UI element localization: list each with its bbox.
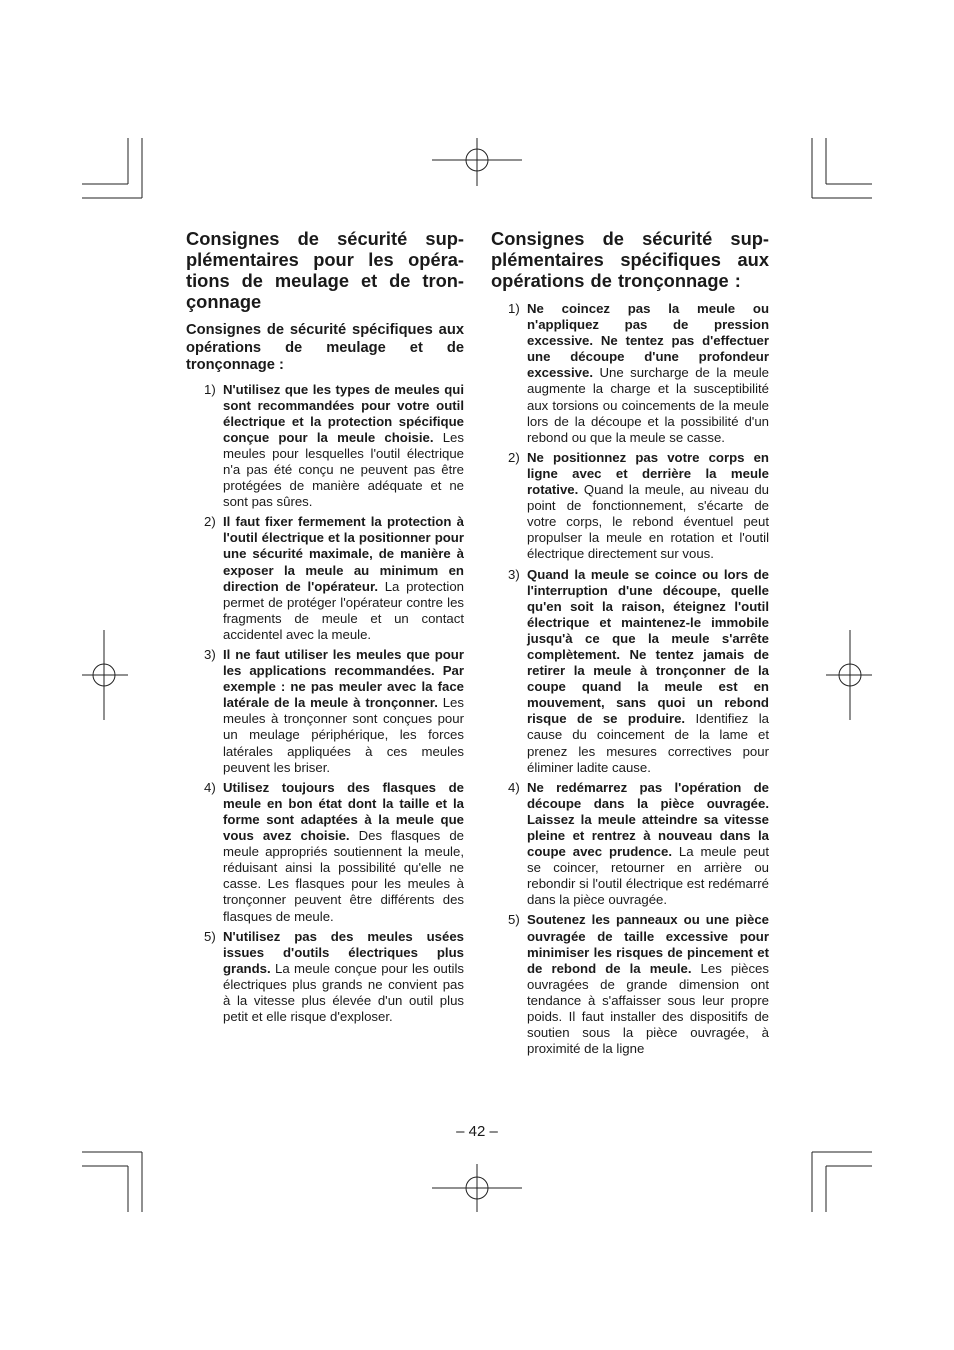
list-item — [186, 929, 464, 1026]
list-item — [491, 912, 769, 1057]
item-explanation: Les pièces ouvragées de grande dimension ont tendance à s'affaisser sous leur propre poids. Il faut installer des dispositifs de soutien sous la pièce ouvragée, à proximité de la ligne — [527, 960, 769, 1057]
item-body — [223, 382, 464, 511]
item-warning: N'utilisez que les types de meules qui sont recommandées pour votre outil électrique et la protection spécifique conçue pour la meule choisie. — [223, 381, 464, 445]
item-number: 3) — [204, 647, 216, 662]
item-explanation: Identifiez la cause du coincement de la lame et prenez les mesures correctives pour éliminer ladite cause. — [527, 711, 770, 775]
item-warning: Ne coincez pas la meule ou n'appliquez pas de pression excessive. Ne tentez pas d'effectuer une découpe d'une profondeur excessive. — [527, 301, 769, 381]
list-item — [186, 647, 464, 776]
item-warning: Il faut fixer fermement la protection à l'outil électrique et la positionner pour une sécurité maximale, de manière à exposer la meule au minimum en direction de l'opérateur. — [223, 514, 464, 594]
left-section-subtitle: Consignes de sécurité spécifiques aux opérations de meulage et de tronçonnage : — [186, 322, 464, 373]
item-number: 2) — [204, 514, 216, 530]
right-section-title: Consignes de sécurité sup-plémentaires spécifiques aux opérations de tronçonnage : — [491, 228, 769, 291]
right-instruction-list — [491, 301, 769, 1057]
left-section-title: Consignes de sécurité sup-plémentaires pour les opéra-tions de meulage et de tron-çonnage — [186, 228, 464, 312]
item-number: 5) — [508, 912, 520, 928]
list-item — [186, 514, 464, 643]
item-warning: Soutenez les panneaux ou une pièce ouvragée de taille excessive pour minimiser les risques de pincement et de rebond de la meule. — [527, 912, 769, 976]
item-warning: Ne positionnez pas votre corps en ligne avec et derrière la meule rotative. — [527, 449, 769, 498]
left-column — [186, 228, 464, 1029]
item-explanation: La protection permet de protéger l'opérateur contre les fragments de meule et un contact accidentel avec la meule. — [223, 578, 464, 642]
item-number: 1) — [204, 381, 216, 397]
left-instruction-list — [186, 382, 464, 1026]
item-explanation: Les meules à tronçonner sont conçues pour un meulage périphérique, les forces latérales appliquées à ces meules peuvent les briser. — [223, 695, 464, 775]
item-explanation: Les meules pour lesquelles l'outil électrique n'a pas été conçu ne peuvent pas être protégées de manière adéquate et ne sont pas sûres. — [223, 429, 464, 510]
item-explanation: Une surcharge de la meule augmente la charge et la susceptibilité aux torsions ou coincements de la meule lors de la découpe et la possibilité d'un rebond ou que la meule se casse. — [527, 365, 769, 445]
item-number: 2) — [508, 449, 520, 465]
item-body — [223, 929, 464, 1026]
list-item — [491, 780, 769, 909]
item-body — [223, 514, 464, 643]
list-item — [491, 450, 769, 563]
item-explanation: Quand la meule, au niveau du point de fonctionnement, s'écarte de votre corps, le rebond éventuel peut propulser la meule en rotation et l'outil électrique directement sur vous. — [527, 482, 769, 562]
item-explanation: La meule conçue pour les outils électriques plus grands ne convient pas à la vitesse plus élevée d'un outil plus petit et elle risque d'exploser. — [223, 960, 464, 1025]
item-warning: Ne redémarrez pas l'opération de découpe dans la pièce ouvragée. Laissez la meule atteindre sa vitesse pleine et rentrez à nouveau dans la coupe avec prudence. — [527, 779, 769, 860]
item-warning: Il ne faut utiliser les meules que pour les applications recommandées. Par exemple : ne pas meuler avec la face latérale de la meule à tronçonner. — [223, 647, 464, 711]
item-body — [223, 780, 464, 925]
item-warning: Quand la meule se coince ou lors de l'interruption d'une découpe, quelle qu'en soit la raison, éteignez l'outil électrique et maintenez-le immobile jusqu'à ce que la meule s'arrête complètement. Ne tentez jamais de retirer la meule à tronçonner de la coupe quand la meule est en mouvement, sans quoi un rebond risque de se produire. — [527, 566, 769, 727]
item-warning: Utilisez toujours des flasques de meule en bon état dont la taille et la forme sont adaptées à la meule que vous avez choisie. — [223, 779, 464, 844]
item-body — [527, 301, 769, 446]
list-item — [491, 567, 769, 776]
item-body — [527, 780, 769, 909]
item-number: 4) — [204, 779, 216, 795]
list-item — [186, 780, 464, 925]
item-explanation: La meule peut se coincer, retourner en arrière ou rebondir si l'outil électrique est redémarré dans la pièce ouvragée. — [527, 844, 769, 908]
item-body — [527, 450, 769, 563]
item-warning: N'utilisez pas des meules usées issues d'outils électriques plus grands. — [223, 928, 464, 976]
item-explanation: Des flasques de meule appropriés soutiennent la meule, réduisant ainsi la possibilité qu'elle ne casse. Les flasques pour les meules à tronçonner peuvent être différents des flasques de meule. — [223, 828, 464, 924]
right-column — [491, 228, 769, 1061]
item-number: 1) — [508, 301, 520, 316]
list-item — [186, 382, 464, 511]
item-number: 3) — [508, 566, 520, 582]
list-item — [491, 301, 769, 446]
item-number: 4) — [508, 779, 520, 795]
item-body — [527, 912, 769, 1057]
item-body — [223, 647, 464, 776]
item-number: 5) — [204, 928, 216, 944]
page-number: – 42 – — [456, 1123, 498, 1140]
item-body — [527, 567, 769, 776]
